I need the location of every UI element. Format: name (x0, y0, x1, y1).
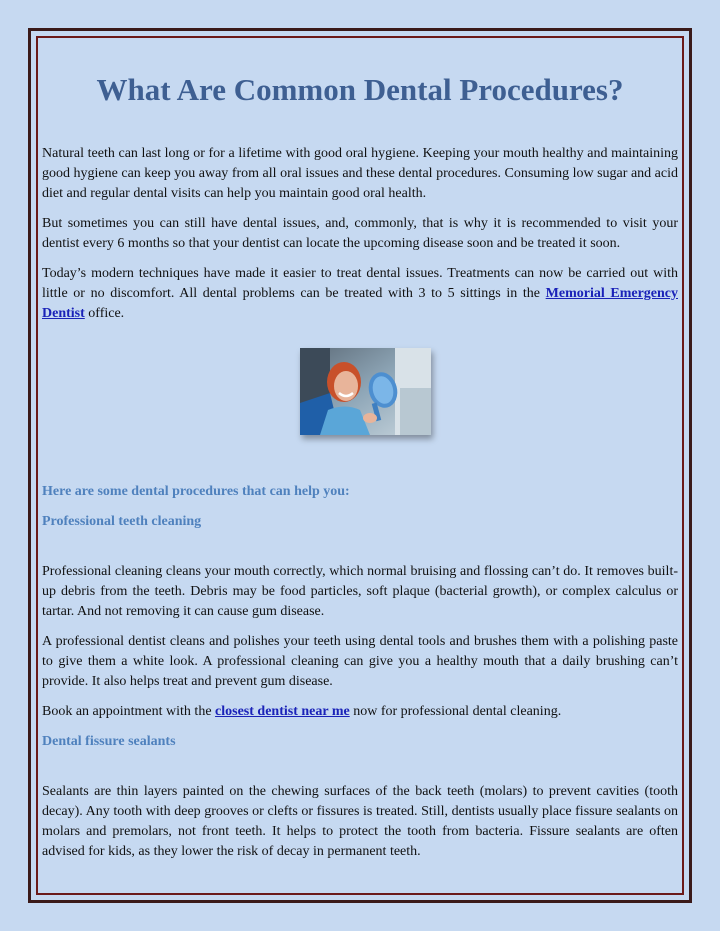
cleaning-paragraph-1: Professional cleaning cleans your mouth correctly, which normal bruising and flossing can’t do. It removes built-up debris from the teeth. Debris may be food particles, soft plaque (bacterial growth), or complex calculus or tartar. And not removing it can cause gum disease. (42, 564, 678, 619)
sealants-paragraph-1: Sealants are thin layers painted on the chewing surfaces of the back teeth (molars) to prevent cavities (tooth decay). Any tooth with deep grooves or clefts or fissures is treated. Still, dentists usually place fissure sealants on molars and premolars, not front teeth. It helps to protect the tooth from bacteria. Fissure sealants are often advised for kids, as they lower the risk of decay in permanent teeth. (42, 784, 678, 859)
intro-paragraph-3 (42, 264, 678, 324)
sealants-heading: Dental fissure sealants (42, 734, 176, 749)
memorial-emergency-dentist-link[interactable]: Memorial Emergency Dentist (42, 286, 678, 321)
closest-dentist-link[interactable]: closest dentist near me (215, 704, 350, 719)
cleaning-paragraph-2: A professional dentist cleans and polishes your teeth using dental tools and brushes them with a polishing paste to give them a white look. A professional cleaning can give you a healthy mouth that a daily brushing can’t provide. It also helps treat and prevent gum disease. (42, 634, 678, 689)
dental-patient-photo-icon (300, 348, 431, 435)
intro-paragraph-1: Natural teeth can last long or for a lifetime with good oral hygiene. Keeping your mouth healthy and maintaining good hygiene can keep you away from all oral issues and these dental procedures. Consuming low sugar and acid diet and regular dental visits can help you maintain good oral health. (42, 146, 678, 201)
page-title: What Are Common Dental Procedures? (96, 72, 624, 107)
cleaning-paragraph-3-text: Book an appointment with the (42, 704, 216, 719)
photo-container (42, 348, 678, 438)
intro-paragraph-3-end: office. (84, 306, 125, 321)
procedures-heading: Here are some dental procedures that can help you: (42, 484, 350, 499)
intro-paragraph-3-text: Today’s modern techniques have made it easier to treat dental issues. Treatments can now be carried out with little or no discomfort. All dental problems can be treated with 3 to 5 sittings in the (42, 266, 678, 301)
document-body (42, 70, 678, 872)
cleaning-paragraph-3-end: now for professional dental cleaning. (349, 704, 562, 719)
cleaning-heading: Professional teeth cleaning (42, 514, 202, 529)
intro-paragraph-2: But sometimes you can still have dental issues, and, commonly, that is why it is recommended to visit your dentist every 6 months so that your dentist can locate the upcoming disease soon and be treated it soon. (42, 216, 678, 251)
cleaning-paragraph-3 (42, 702, 678, 722)
